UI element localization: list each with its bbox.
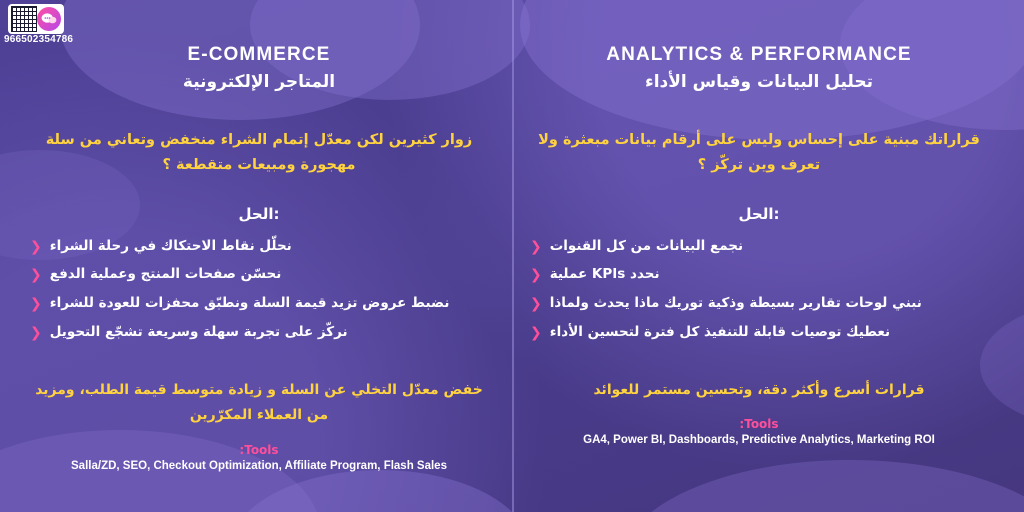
chevron-left-icon: ❮ bbox=[530, 324, 542, 341]
list-item bbox=[524, 319, 994, 348]
chevron-left-icon: ❮ bbox=[530, 238, 542, 255]
brand-badge bbox=[8, 4, 64, 34]
solution-points-list bbox=[24, 233, 494, 348]
section-title-en: ANALYTICS & PERFORMANCE bbox=[606, 44, 912, 65]
column-divider bbox=[512, 0, 514, 512]
qr-code-icon bbox=[11, 6, 37, 32]
section-title-en: E-COMMERCE bbox=[187, 44, 331, 65]
contact-phone: 966502354786 bbox=[4, 34, 74, 45]
problem-statement: قراراتك مبنية على إحساس وليس على أرقام بيانات مبعثرة ولا تعرف وين تركّز ؟ bbox=[538, 132, 980, 174]
solution-point-text: نحسّن صفحات المنتج وعملية الدفع bbox=[49, 266, 282, 283]
chevron-left-icon: ❮ bbox=[530, 296, 542, 313]
solution-point-text: نحلّل نقاط الاحتكاك في رحلة الشراء bbox=[49, 237, 292, 254]
solution-point-text: نضبط عروض تزيد قيمة السلة ونطبّق محفزات للعودة للشراء bbox=[49, 295, 450, 312]
section-analytics bbox=[524, 44, 994, 446]
list-item bbox=[24, 233, 494, 262]
section-title-ar: المتاجر الإلكترونية bbox=[182, 72, 336, 92]
outcome-statement: خفض معدّل التخلي عن السلة و زيادة متوسط قيمة الطلب، ومزيد من العملاء المكرّرين bbox=[35, 381, 483, 424]
tools-list: Salla/ZD, SEO, Checkout Optimization, Affiliate Program, Flash Sales bbox=[71, 460, 447, 473]
decorative-cloud bbox=[620, 460, 1024, 512]
section-ecommerce bbox=[24, 44, 494, 472]
solution-point-text: نجمع البيانات من كل القنوات bbox=[549, 237, 744, 254]
outcome-statement: قرارات أسرع وأكثر دقة، وتحسين مستمر للعوائد bbox=[593, 381, 925, 398]
problem-statement: زوار كثيرين لكن معدّل إتمام الشراء منخفض وتعاني من سلة مهجورة ومبيعات متقطعة ؟ bbox=[45, 132, 473, 174]
solution-point-text: نركّز على تجربة سهلة وسريعة تشجّع التحويل bbox=[49, 323, 348, 340]
chevron-left-icon: ❮ bbox=[530, 267, 542, 284]
tools-label: :Tools bbox=[739, 417, 779, 432]
chat-bubble-logo-icon bbox=[37, 7, 61, 31]
chevron-left-icon: ❮ bbox=[30, 267, 42, 284]
solution-point-text: نحدد KPIs عملية bbox=[549, 266, 660, 283]
solution-point-text: نبني لوحات تقارير بسيطة وذكية توريك ماذا يحدث ولماذا bbox=[549, 295, 922, 312]
list-item bbox=[24, 319, 494, 348]
list-item bbox=[524, 233, 994, 262]
section-title-ar: تحليل البيانات وقياس الأداء bbox=[645, 72, 873, 92]
solution-label: :الحل bbox=[738, 204, 780, 223]
solution-label: :الحل bbox=[238, 204, 280, 223]
list-item bbox=[524, 290, 994, 319]
tools-list: GA4, Power BI, Dashboards, Predictive Analytics, Marketing ROI bbox=[583, 434, 935, 447]
solution-point-text: نعطيك توصيات قابلة للتنفيذ كل فترة لتحسين الأداء bbox=[549, 323, 891, 340]
list-item bbox=[524, 261, 994, 290]
chevron-left-icon: ❮ bbox=[30, 324, 42, 341]
tools-label: :Tools bbox=[239, 443, 279, 458]
list-item bbox=[24, 261, 494, 290]
list-item bbox=[24, 290, 494, 319]
chevron-left-icon: ❮ bbox=[30, 296, 42, 313]
solution-points-list bbox=[524, 233, 994, 348]
chevron-left-icon: ❮ bbox=[30, 238, 42, 255]
